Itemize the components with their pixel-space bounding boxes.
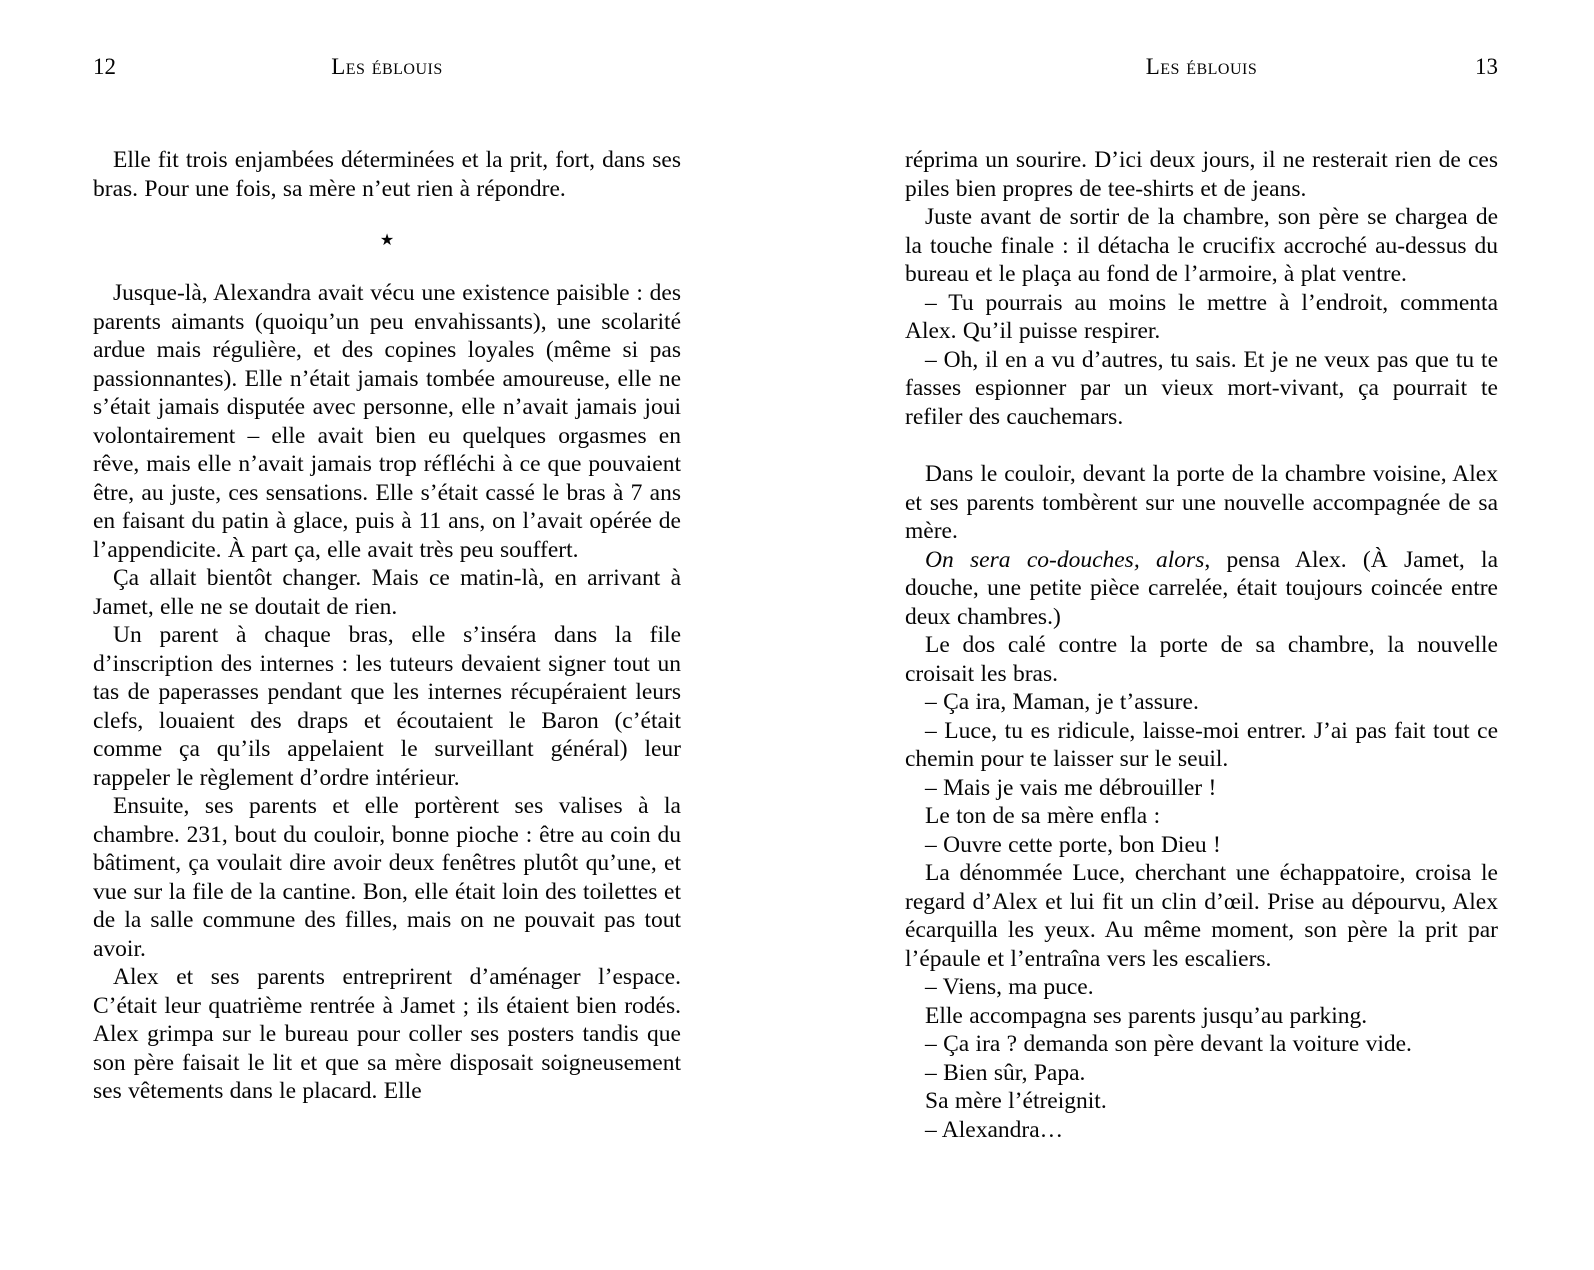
paragraph-text: , pensa Alex. (À Jamet, la douche, une petite pièce carrelée, était toujours coincée entre deux chambres.) [905, 546, 1498, 630]
paragraph: Le ton de sa mère enfla : [925, 803, 1161, 829]
paragraph: Elle fit trois enjambées déterminées et la prit, fort, dans ses bras. Pour une fois, sa mère n’eut rien à répondre. [93, 147, 681, 202]
paragraph: – Tu pourrais au moins le mettre à l’endroit, commenta Alex. Qu’il puisse respirer. [905, 289, 1498, 344]
paragraph: Alex et ses parents entreprirent d’aménager l’espace. C’était leur quatrième rentrée à Jamet ; ils étaient bien rodés. Alex grimpa sur le bureau pour coller ses posters tandis que son père faisait le lit et que sa mère disposait soigneusement ses vêtements dans le placard. Elle [93, 964, 681, 1104]
running-head: Les éblouis [331, 54, 443, 79]
body-text-right [905, 146, 1498, 1144]
paragraph: – Ça ira ? demanda son père devant la voiture vide. [925, 1031, 1412, 1057]
paragraph: – Ouvre cette porte, bon Dieu ! [925, 831, 1221, 858]
star-icon: ★ [379, 232, 395, 249]
paragraph: réprima un sourire. D’ici deux jours, il ne resterait rien de ces piles bien propres de tee-shirts et de jeans. [905, 147, 1498, 202]
book-page-left [93, 0, 681, 1270]
paragraph: Ça allait bientôt changer. Mais ce matin-là, en arrivant à Jamet, elle ne se doutait de rien. [93, 565, 681, 620]
paragraph [905, 546, 1498, 632]
paragraph-spacer [905, 431, 1498, 460]
paragraph: Le dos calé contre la porte de sa chambre, la nouvelle croisait les bras. [905, 632, 1498, 687]
paragraph: Ensuite, ses parents et elle portèrent ses valises à la chambre. 231, bout du couloir, bonne pioche : être au coin du bâtiment, ça voulait dire avoir deux fenêtres plutôt qu’une, et vue sur la file de la cantine. Bon, elle était loin des toilettes et de la salle commune des filles, mais on ne pouvait pas tout avoir. [93, 793, 681, 962]
body-text-left [93, 146, 681, 1106]
page-number: 12 [93, 54, 116, 79]
paragraph: – Viens, ma puce. [925, 974, 1094, 1000]
page-header-right [905, 54, 1498, 80]
page-number: 13 [1475, 54, 1498, 79]
paragraph: – Oh, il en a vu d’autres, tu sais. Et je ne veux pas que tu te fasses espionner par un vieux mort-vivant, ça pourrait te refiler des cauchemars. [905, 346, 1498, 430]
paragraph: – Luce, tu es ridicule, laisse-moi entrer. J’ai pas fait tout ce chemin pour te laisser sur le seuil. [905, 717, 1498, 772]
paragraph: Juste avant de sortir de la chambre, son père se chargea de la touche finale : il détacha le crucifix accroché au-dessus du bureau et le plaça au fond de l’armoire, à plat ventre. [905, 204, 1498, 287]
paragraph: La dénommée Luce, cherchant une échappatoire, croisa le regard d’Alex et lui fit un clin d’œil. Prise au dépourvu, Alex écarquilla les yeux. Au même moment, son père la prit par l’épaule et l’entraîna vers les escaliers. [905, 860, 1498, 972]
paragraph: Elle accompagna ses parents jusqu’au parking. [925, 1002, 1368, 1029]
section-break-star [93, 203, 681, 279]
running-head: Les éblouis [1145, 54, 1258, 79]
paragraph: – Bien sûr, Papa. [925, 1059, 1086, 1086]
paragraph: – Ça ira, Maman, je t’assure. [925, 689, 1199, 715]
paragraph: Jusque-là, Alexandra avait vécu une existence paisible : des parents aimants (quoiqu’un peu envahissants), une scolarité ardue mais régulière, et des copines loyales (même si pas passionnantes). Elle n’était jamais tombée amoureuse, elle ne s’était jamais disputée avec personne, elle n’avait jamais joui volontairement – elle avait bien eu quelques orgasmes en rêve, mais elle n’avait jamais trop réfléchi à ce que pouvaient être, au juste, ces sensations. Elle s’était cassé le bras à 7 ans en faisant du patin à glace, puis à 11 ans, on l’avait opérée de l’appendicite. À part ça, elle avait très peu souffert. [93, 280, 681, 563]
italic-thought: On sera co-douches, alors [925, 546, 1205, 573]
book-page-right [905, 0, 1498, 1270]
paragraph: Dans le couloir, devant la porte de la chambre voisine, Alex et ses parents tombèrent sur une nouvelle accompagnée de sa mère. [905, 461, 1498, 544]
paragraph: – Alexandra… [925, 1116, 1064, 1143]
paragraph: Un parent à chaque bras, elle s’inséra dans la file d’inscription des internes : les tuteurs devaient signer tout un tas de paperasses pendant que les internes récupéraient leurs clefs, louaient des draps et écoutaient le Baron (c’était comme ça qu’ils appelaient le surveillant général) leur rappeler le règlement d’ordre intérieur. [93, 622, 681, 791]
page-header-left [93, 54, 681, 80]
paragraph: – Mais je vais me débrouiller ! [925, 774, 1217, 801]
paragraph: Sa mère l’étreignit. [925, 1088, 1107, 1114]
